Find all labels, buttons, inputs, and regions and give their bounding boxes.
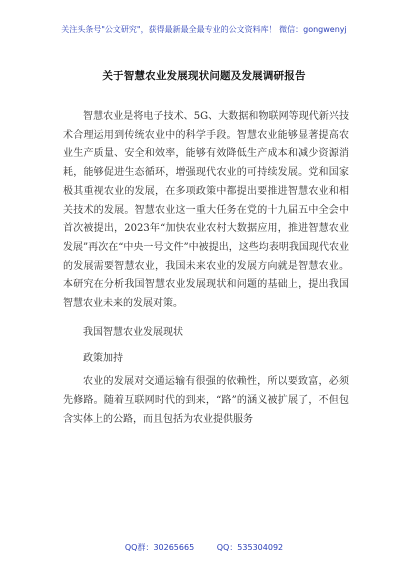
qq-number: QQ：535304092 <box>216 543 284 552</box>
document-body <box>63 108 349 429</box>
subsection-heading: 政策加持 <box>83 353 123 365</box>
page-footer <box>0 542 408 553</box>
section-heading: 我国智慧农业发展现状 <box>83 326 183 338</box>
document-title: 关于智慧农业发展现状问题及发展调研报告 <box>102 70 306 82</box>
body-paragraph: 农业的发展对交通运输有很强的依赖性，所以要致富，必须先修路。随着互联网时代的到来，“路”的涵义被扩展了，不但包含实体上的公路，而且包括为农业提供服务 <box>63 376 349 425</box>
qq-group-number: QQ群：30265665 <box>124 543 195 552</box>
intro-paragraph: 智慧农业是将电子技术、5G、大数据和物联网等现代新兴技术合理运用到传统农业中的科学手段。智慧农业能够显著提高农业生产质量、安全和效率，能够有效降低生产成本和减少资源消耗，能够促进生态循环，增强现代农业的可持续发展。党和国家极其重视农业的发展，在多项政策中都提出要推进智慧农业和相关技术的发展。智慧农业这一重大任务在党的十九届五中全会中首次被提出，2023年“加快农业农村大数据应用，推进智慧农业发展”再次在“中央一号文件”中被提出，这些均表明我国现代农业的发展需要智慧农业，我国未来农业的发展方向就是智慧农业。本研究在分析我国智慧农业发展现状和问题的基础上，提出我国智慧农业未来的发展对策。 <box>63 111 349 310</box>
page-header: 关注头条号"公文研究"，获得最新最全最专业的公文资料库！ 微信：gongwenyj <box>61 25 347 34</box>
